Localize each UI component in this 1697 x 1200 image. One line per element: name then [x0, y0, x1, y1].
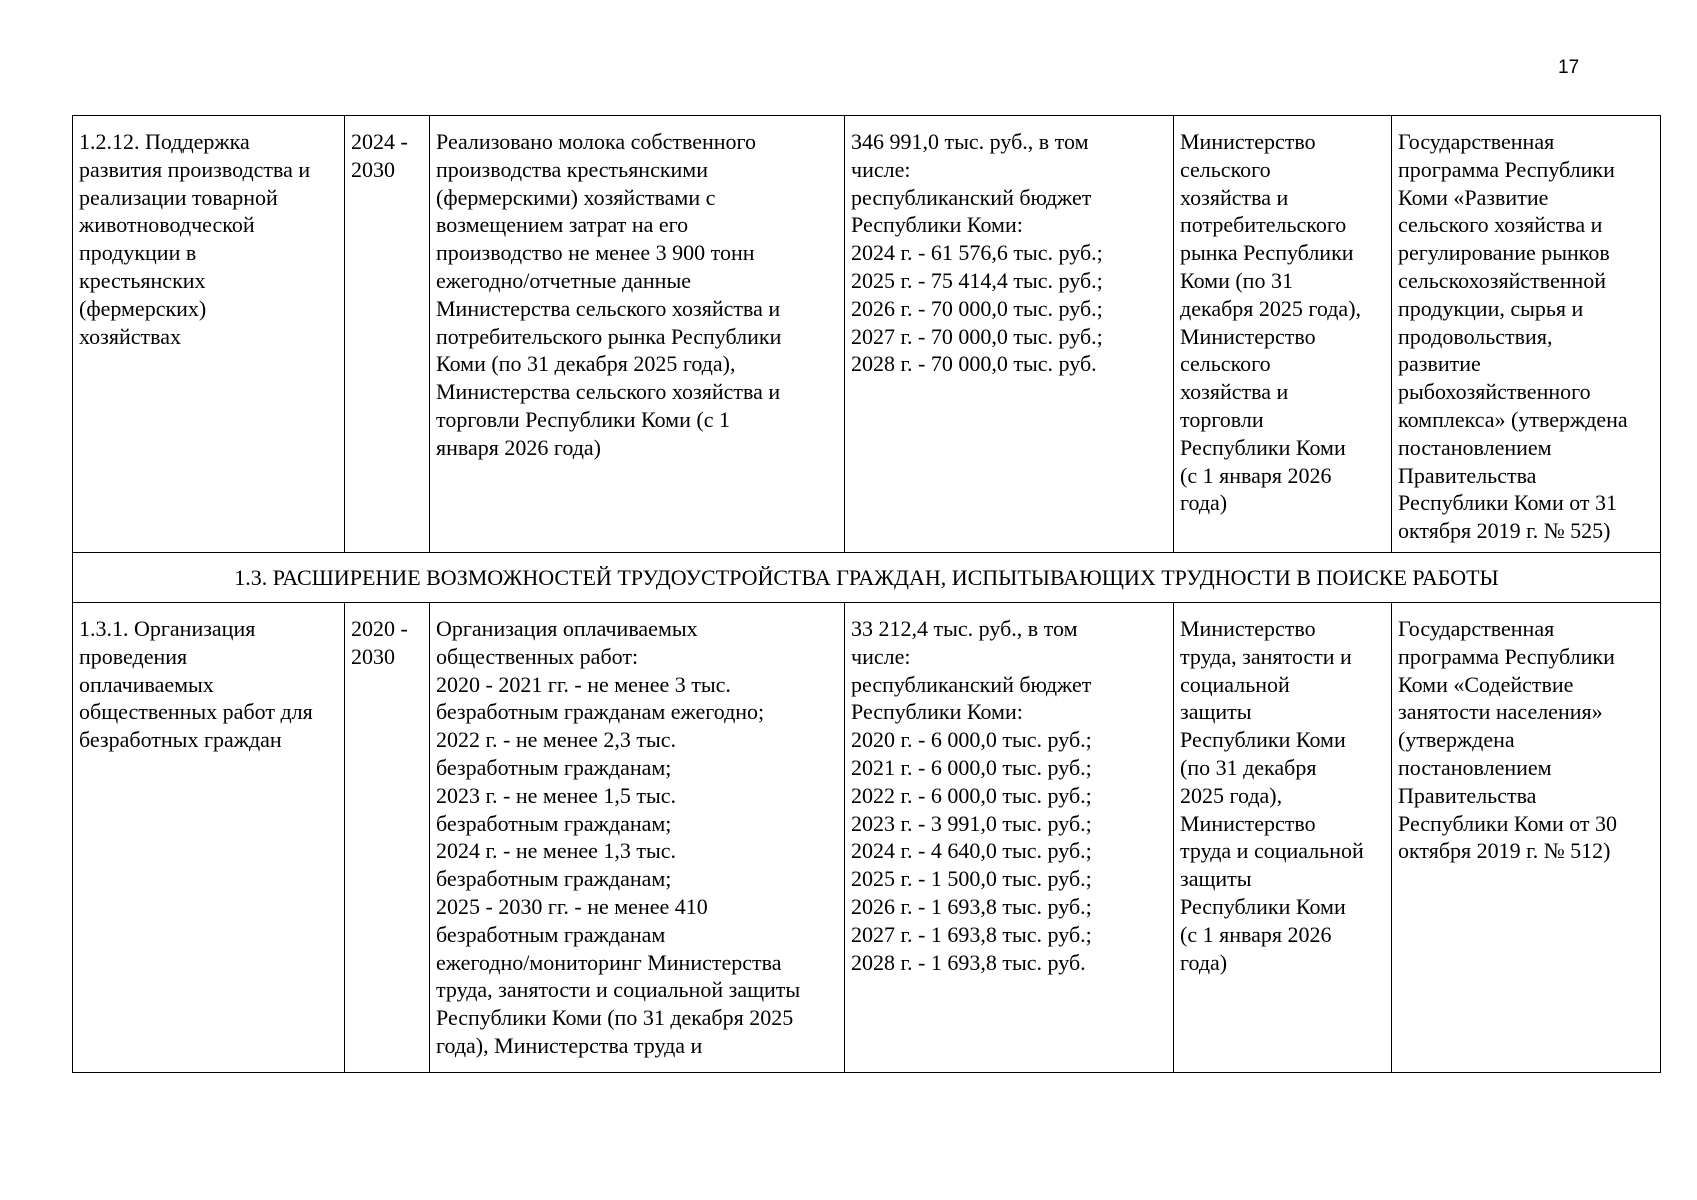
measure-cell: 1.3.1. Организация проведения оплачиваемых общественных работ для безработных граждан: [73, 603, 345, 1073]
period-cell: 2024 - 2030: [345, 116, 430, 553]
section-header: 1.3. РАСШИРЕНИЕ ВОЗМОЖНОСТЕЙ ТРУДОУСТРОЙСТВА ГРАЖДАН, ИСПЫТЫВАЮЩИХ ТРУДНОСТИ В ПОИСКЕ РАБОТЫ: [73, 553, 1661, 603]
funding-cell: 33 212,4 тыс. руб., в том числе: республиканский бюджет Республики Коми: 2020 г. - 6 000,0 тыс. руб.; 2021 г. - 6 000,0 тыс. руб.; 2022 г. - 6 000,0 тыс. руб.; 2023 г. - 3 991,0 тыс. руб.; 2024 г. - 4 640,0 тыс. руб.; 2025 г. - 1 500,0 тыс. руб.; 2026 г. - 1 693,8 тыс. руб.; 2027 г. - 1 693,8 тыс. руб.; 2028 г. - 1 693,8 тыс. руб.: [845, 603, 1174, 1073]
page-number: 17: [1558, 57, 1580, 78]
program-cell: Государственная программа Республики Коми «Содействие занятости населения» (утверждена постановлением Правительства Республики Коми от 30 октября 2019 г. № 512): [1392, 603, 1661, 1073]
result-cell: Организация оплачиваемых общественных работ: 2020 - 2021 гг. - не менее 3 тыс. безработным гражданам ежегодно; 2022 г. - не менее 2,3 тыс. безработным гражданам; 2023 г. - не менее 1,5 тыс. безработным гражданам; 2024 г. - не менее 1,3 тыс. безработным гражданам; 2025 - 2030 гг. - не менее 410 безработным гражданам ежегодно/мониторинг Министерства труда, занятости и социальной защиты Республики Коми (по 31 декабря 2025 года), Министерства труда и: [430, 603, 845, 1073]
table-row: [73, 116, 1661, 553]
table-row: [73, 603, 1661, 1073]
result-cell: Реализовано молока собственного производства крестьянскими (фермерскими) хозяйствами с возмещением затрат на его производство не менее 3 900 тонн ежегодно/отчетные данные Министерства сельского хозяйства и потребительского рынка Республики Коми (по 31 декабря 2025 года), Министерства сельского хозяйства и торговли Республики Коми (с 1 января 2026 года): [430, 116, 845, 553]
program-cell: Государственная программа Республики Коми «Развитие сельского хозяйства и регулирование рынков сельскохозяйственной продукции, сырья и продовольствия, развитие рыбохозяйственного комплекса» (утверждена постановлением Правительства Республики Коми от 31 октября 2019 г. № 525): [1392, 116, 1661, 553]
measures-table: [72, 115, 1661, 1073]
period-cell: 2020 - 2030: [345, 603, 430, 1073]
executor-cell: Министерство труда, занятости и социальной защиты Республики Коми (по 31 декабря 2025 года), Министерство труда и социальной защиты Республики Коми (с 1 января 2026 года): [1174, 603, 1392, 1073]
executor-cell: Министерство сельского хозяйства и потребительского рынка Республики Коми (по 31 декабря 2025 года), Министерство сельского хозяйства и торговли Республики Коми (с 1 января 2026 года): [1174, 116, 1392, 553]
measure-cell: 1.2.12. Поддержка развития производства и реализации товарной животноводческой продукции в крестьянских (фермерских) хозяйствах: [73, 116, 345, 553]
section-header-row: [73, 553, 1661, 603]
funding-cell: 346 991,0 тыс. руб., в том числе: республиканский бюджет Республики Коми: 2024 г. - 61 576,6 тыс. руб.; 2025 г. - 75 414,4 тыс. руб.; 2026 г. - 70 000,0 тыс. руб.; 2027 г. - 70 000,0 тыс. руб.; 2028 г. - 70 000,0 тыс. руб.: [845, 116, 1174, 553]
